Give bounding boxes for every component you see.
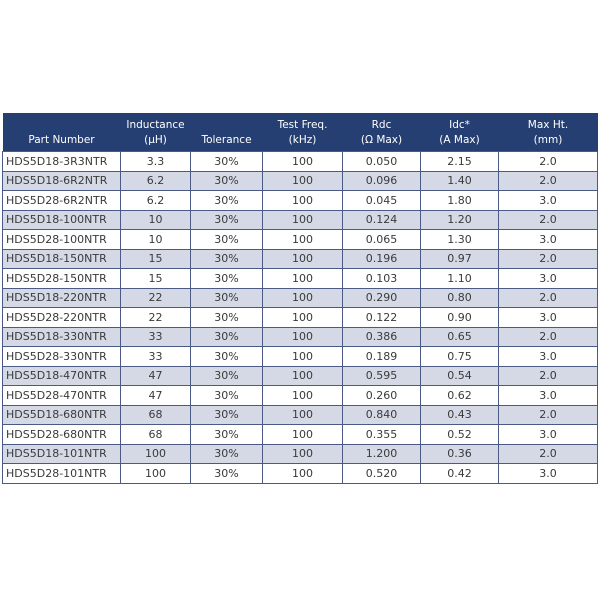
- table-row: [3, 171, 598, 191]
- cell-inductance: 6.2: [121, 191, 191, 211]
- cell-idc: 0.90: [421, 308, 499, 328]
- inductor-spec-table: [2, 113, 598, 484]
- cell-part-number: HDS5D18-6R2NTR: [3, 171, 121, 191]
- cell-inductance: 3.3: [121, 152, 191, 172]
- cell-max-height: 3.0: [499, 191, 598, 211]
- cell-idc: 1.30: [421, 230, 499, 250]
- cell-max-height: 3.0: [499, 386, 598, 406]
- cell-part-number: HDS5D18-101NTR: [3, 444, 121, 464]
- cell-test-freq: 100: [263, 230, 343, 250]
- cell-test-freq: 100: [263, 464, 343, 484]
- cell-part-number: HDS5D28-330NTR: [3, 347, 121, 367]
- cell-inductance: 33: [121, 327, 191, 347]
- inductor-spec-table-container: [2, 113, 597, 484]
- cell-idc: 0.36: [421, 444, 499, 464]
- cell-part-number: HDS5D28-101NTR: [3, 464, 121, 484]
- cell-part-number: HDS5D18-100NTR: [3, 210, 121, 230]
- header-tolerance: [191, 113, 263, 152]
- cell-rdc: 0.355: [343, 425, 421, 445]
- cell-inductance: 68: [121, 405, 191, 425]
- cell-idc: 2.15: [421, 152, 499, 172]
- header-test-freq: [263, 113, 343, 152]
- cell-idc: 0.52: [421, 425, 499, 445]
- cell-max-height: 2.0: [499, 249, 598, 269]
- cell-idc: 0.62: [421, 386, 499, 406]
- cell-test-freq: 100: [263, 386, 343, 406]
- cell-idc: 1.20: [421, 210, 499, 230]
- cell-idc: 1.10: [421, 269, 499, 289]
- cell-part-number: HDS5D28-220NTR: [3, 308, 121, 328]
- header-line2: (Ω Max): [360, 134, 403, 146]
- cell-max-height: 3.0: [499, 347, 598, 367]
- table-row: [3, 327, 598, 347]
- cell-test-freq: 100: [263, 327, 343, 347]
- cell-rdc: 0.840: [343, 405, 421, 425]
- cell-inductance: 22: [121, 288, 191, 308]
- cell-idc: 0.43: [421, 405, 499, 425]
- cell-part-number: HDS5D18-680NTR: [3, 405, 121, 425]
- header-line1: Inductance: [126, 119, 185, 131]
- cell-inductance: 15: [121, 249, 191, 269]
- cell-rdc: 0.124: [343, 210, 421, 230]
- cell-test-freq: 100: [263, 269, 343, 289]
- cell-inductance: 68: [121, 425, 191, 445]
- table-row: [3, 308, 598, 328]
- cell-idc: 1.40: [421, 171, 499, 191]
- cell-test-freq: 100: [263, 405, 343, 425]
- cell-test-freq: 100: [263, 444, 343, 464]
- cell-idc: 1.80: [421, 191, 499, 211]
- cell-inductance: 15: [121, 269, 191, 289]
- cell-idc: 0.97: [421, 249, 499, 269]
- cell-rdc: 0.045: [343, 191, 421, 211]
- cell-max-height: 3.0: [499, 464, 598, 484]
- cell-test-freq: 100: [263, 249, 343, 269]
- cell-inductance: 47: [121, 386, 191, 406]
- cell-part-number: HDS5D18-3R3NTR: [3, 152, 121, 172]
- cell-test-freq: 100: [263, 191, 343, 211]
- cell-tolerance: 30%: [191, 444, 263, 464]
- cell-inductance: 100: [121, 464, 191, 484]
- cell-rdc: 0.386: [343, 327, 421, 347]
- table-row: [3, 347, 598, 367]
- table-row: [3, 444, 598, 464]
- table-row: [3, 425, 598, 445]
- table-row: [3, 269, 598, 289]
- table-row: [3, 386, 598, 406]
- header-line2: (mm): [533, 134, 563, 146]
- cell-inductance: 100: [121, 444, 191, 464]
- cell-tolerance: 30%: [191, 152, 263, 172]
- cell-max-height: 3.0: [499, 308, 598, 328]
- header-idc: [421, 113, 499, 152]
- cell-part-number: HDS5D28-680NTR: [3, 425, 121, 445]
- cell-max-height: 2.0: [499, 171, 598, 191]
- cell-test-freq: 100: [263, 152, 343, 172]
- cell-tolerance: 30%: [191, 366, 263, 386]
- cell-max-height: 2.0: [499, 210, 598, 230]
- cell-max-height: 2.0: [499, 288, 598, 308]
- cell-max-height: 2.0: [499, 327, 598, 347]
- cell-inductance: 6.2: [121, 171, 191, 191]
- cell-test-freq: 100: [263, 347, 343, 367]
- cell-max-height: 2.0: [499, 405, 598, 425]
- cell-inductance: 33: [121, 347, 191, 367]
- cell-tolerance: 30%: [191, 347, 263, 367]
- header-inductance: [121, 113, 191, 152]
- cell-test-freq: 100: [263, 171, 343, 191]
- cell-rdc: 0.122: [343, 308, 421, 328]
- cell-rdc: 0.595: [343, 366, 421, 386]
- header-line1: Idc*: [449, 119, 470, 131]
- table-row: [3, 366, 598, 386]
- cell-inductance: 22: [121, 308, 191, 328]
- cell-idc: 0.54: [421, 366, 499, 386]
- cell-rdc: 0.096: [343, 171, 421, 191]
- header-max-height: [499, 113, 598, 152]
- cell-max-height: 2.0: [499, 366, 598, 386]
- header-part-number: [3, 113, 121, 152]
- cell-part-number: HDS5D28-100NTR: [3, 230, 121, 250]
- cell-tolerance: 30%: [191, 464, 263, 484]
- cell-tolerance: 30%: [191, 288, 263, 308]
- cell-inductance: 10: [121, 210, 191, 230]
- cell-tolerance: 30%: [191, 269, 263, 289]
- table-row: [3, 464, 598, 484]
- cell-part-number: HDS5D18-150NTR: [3, 249, 121, 269]
- header-line1: Rdc: [371, 119, 392, 131]
- cell-rdc: 0.103: [343, 269, 421, 289]
- cell-tolerance: 30%: [191, 386, 263, 406]
- cell-part-number: HDS5D28-470NTR: [3, 386, 121, 406]
- header-line1: Test Freq.: [277, 119, 328, 131]
- header-row: [3, 113, 598, 152]
- table-body: [3, 152, 598, 484]
- cell-part-number: HDS5D18-220NTR: [3, 288, 121, 308]
- cell-tolerance: 30%: [191, 210, 263, 230]
- cell-tolerance: 30%: [191, 425, 263, 445]
- cell-part-number: HDS5D18-330NTR: [3, 327, 121, 347]
- cell-tolerance: 30%: [191, 171, 263, 191]
- cell-test-freq: 100: [263, 210, 343, 230]
- cell-inductance: 47: [121, 366, 191, 386]
- header-line1: Max Ht.: [527, 119, 569, 131]
- cell-tolerance: 30%: [191, 230, 263, 250]
- cell-test-freq: 100: [263, 425, 343, 445]
- cell-idc: 0.75: [421, 347, 499, 367]
- header-rdc: [343, 113, 421, 152]
- cell-max-height: 3.0: [499, 230, 598, 250]
- cell-rdc: 0.189: [343, 347, 421, 367]
- cell-rdc: 0.290: [343, 288, 421, 308]
- table-header: [3, 113, 598, 152]
- table-row: [3, 210, 598, 230]
- header-line2: Part Number: [28, 134, 95, 146]
- table-row: [3, 191, 598, 211]
- cell-test-freq: 100: [263, 288, 343, 308]
- cell-tolerance: 30%: [191, 405, 263, 425]
- cell-rdc: 1.200: [343, 444, 421, 464]
- cell-rdc: 0.050: [343, 152, 421, 172]
- cell-rdc: 0.196: [343, 249, 421, 269]
- cell-tolerance: 30%: [191, 308, 263, 328]
- header-line2: (µH): [144, 134, 167, 146]
- cell-rdc: 0.065: [343, 230, 421, 250]
- table-row: [3, 288, 598, 308]
- header-line2: (kHz): [288, 134, 317, 146]
- header-line2: Tolerance: [201, 134, 252, 146]
- cell-max-height: 3.0: [499, 425, 598, 445]
- cell-tolerance: 30%: [191, 249, 263, 269]
- cell-part-number: HDS5D18-470NTR: [3, 366, 121, 386]
- cell-idc: 0.42: [421, 464, 499, 484]
- table-row: [3, 405, 598, 425]
- cell-rdc: 0.260: [343, 386, 421, 406]
- cell-part-number: HDS5D28-150NTR: [3, 269, 121, 289]
- cell-test-freq: 100: [263, 366, 343, 386]
- header-line2: (A Max): [439, 134, 480, 146]
- cell-test-freq: 100: [263, 308, 343, 328]
- cell-idc: 0.65: [421, 327, 499, 347]
- table-row: [3, 230, 598, 250]
- table-row: [3, 249, 598, 269]
- cell-inductance: 10: [121, 230, 191, 250]
- cell-idc: 0.80: [421, 288, 499, 308]
- table-row: [3, 152, 598, 172]
- cell-rdc: 0.520: [343, 464, 421, 484]
- cell-max-height: 2.0: [499, 444, 598, 464]
- cell-max-height: 2.0: [499, 152, 598, 172]
- cell-max-height: 3.0: [499, 269, 598, 289]
- cell-part-number: HDS5D28-6R2NTR: [3, 191, 121, 211]
- cell-tolerance: 30%: [191, 327, 263, 347]
- cell-tolerance: 30%: [191, 191, 263, 211]
